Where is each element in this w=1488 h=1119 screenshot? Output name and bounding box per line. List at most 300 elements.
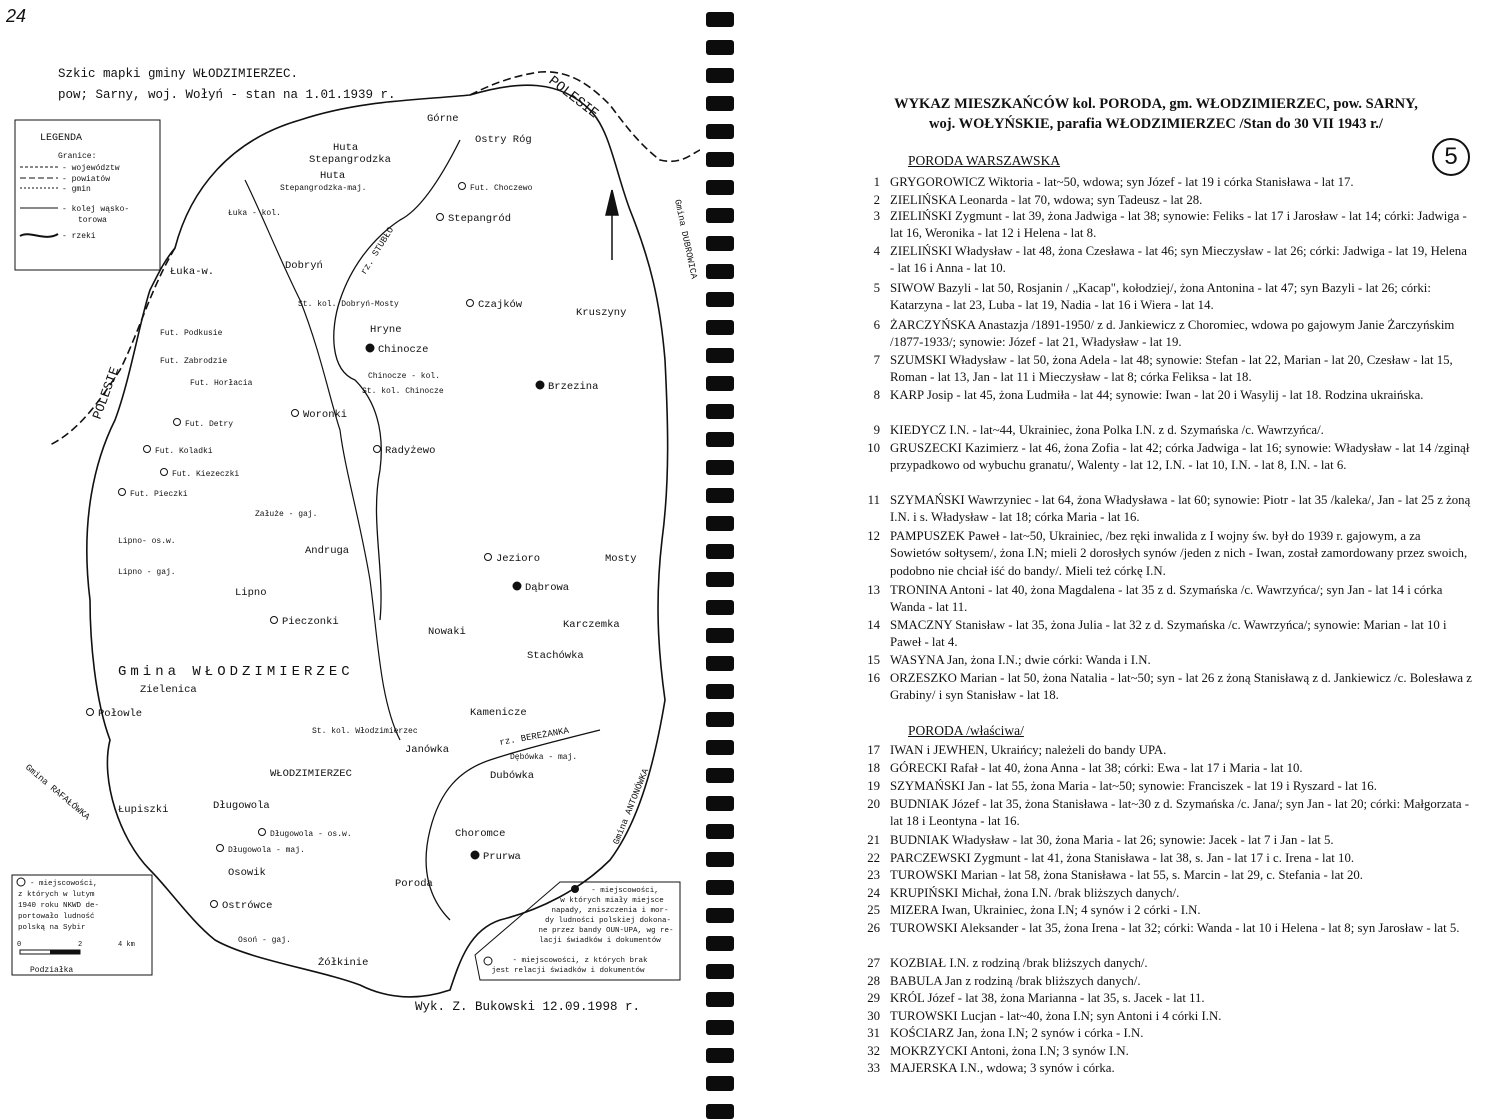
svg-text:WŁODZIMIERZEC: WŁODZIMIERZEC	[270, 768, 352, 780]
resident-entry	[852, 192, 1472, 209]
map-place	[174, 419, 234, 430]
resident-entry	[852, 617, 1472, 652]
svg-text:Janówka: Janówka	[405, 744, 450, 756]
binding-ring	[706, 180, 734, 195]
map-place	[170, 266, 214, 278]
entry-text: ŻARCZYŃSKA Anastazja /1891-1950/ z d. Jankiewicz z Choromiec, wdowa po gajowym Janie Żarczyńskim /1877-1933/; synowie: Józef - lat 21, Władysław - lat 19.	[890, 318, 1455, 350]
svg-text:- miejscowości,: - miejscowości,	[30, 880, 98, 888]
binding-ring	[706, 544, 734, 559]
attack-note	[491, 887, 673, 975]
entry-number: 27	[867, 956, 880, 970]
map-place	[305, 545, 349, 557]
svg-text:Ostry Róg: Ostry Róg	[475, 134, 532, 146]
binding-ring	[706, 432, 734, 447]
entry-number: 19	[867, 779, 880, 793]
map-place	[455, 828, 505, 840]
svg-text:Huta: Huta	[333, 142, 359, 154]
binding-ring	[706, 908, 734, 923]
entry-number: 15	[867, 653, 880, 667]
svg-text:- powiatów: - powiatów	[62, 175, 111, 184]
svg-text:- miejscowości, z których brak: - miejscowości, z których brak	[512, 957, 648, 965]
svg-text:Stepangród: Stepangród	[448, 213, 512, 225]
binding-ring	[706, 40, 734, 55]
map-place	[459, 183, 533, 194]
svg-text:- województw: - województw	[62, 164, 120, 173]
binding-ring	[706, 740, 734, 755]
entry-text: WASYNA Jan, żona I.N.; dwie córki: Wanda i I.N.	[890, 653, 1151, 667]
map-place	[320, 170, 345, 182]
resident-entry	[852, 796, 1472, 831]
entry-number: 31	[867, 1026, 880, 1040]
entry-number: 28	[867, 974, 880, 988]
svg-text:Pieczonki: Pieczonki	[282, 616, 339, 628]
resident-entry	[852, 422, 1472, 439]
map-place	[576, 307, 626, 319]
svg-text:Chinocze: Chinocze	[378, 344, 429, 356]
map-place	[228, 209, 281, 218]
resident-entry	[852, 867, 1472, 884]
entry-text: KOZBIAŁ I.N. z rodziną /brak bliższych danych/.	[890, 956, 1148, 970]
entry-text: PAMPUSZEK Paweł - lat~50, Ukrainiec, /bez ręki inwalida z I wojny św. był do 1939 r. gajowym, a za Sowietów sołtysem/, żona I.N; mieli 2 dorosłych synów /jeden z nich - Iwan, został zamordowany przez swoich, podobno nie chciał iść do bandy/. Mieli też córkę I.N.	[890, 529, 1468, 578]
entry-number: 5	[873, 281, 880, 295]
entry-text: KOŚCIARZ Jan, żona I.N; 2 synów i córka - I.N.	[890, 1026, 1144, 1040]
map-place	[211, 900, 273, 912]
entry-number: 17	[867, 743, 880, 757]
entry-number: 3	[873, 209, 880, 223]
map-place	[271, 616, 339, 628]
map-place	[536, 381, 598, 393]
binding-ring	[706, 96, 734, 111]
svg-text:Poroda: Poroda	[395, 878, 433, 890]
entry-text: BABULA Jan z rodziną /brak bliższych danych/.	[890, 974, 1141, 988]
svg-text:Hryne: Hryne	[370, 324, 402, 336]
svg-text:Łuka-w.: Łuka-w.	[170, 266, 215, 278]
map-place	[605, 553, 637, 565]
map-place	[471, 851, 521, 863]
gmina-dubrowica-label: Gmina DUBROWICA	[672, 198, 699, 280]
map-place	[370, 324, 402, 336]
resident-entry	[852, 902, 1472, 919]
resident-entry	[852, 742, 1472, 759]
map-place	[285, 260, 323, 272]
map-place	[318, 956, 368, 969]
svg-text:torowa: torowa	[78, 216, 107, 225]
resident-entry	[852, 670, 1472, 705]
entry-number: 23	[867, 868, 880, 882]
entry-number: 33	[867, 1061, 880, 1075]
entry-number: 29	[867, 991, 880, 1005]
resident-entry	[852, 174, 1472, 191]
map-place	[161, 469, 240, 480]
map-place	[217, 845, 305, 856]
svg-text:Chinocze - kol.: Chinocze - kol.	[368, 372, 441, 381]
svg-text:Podziałka: Podziałka	[30, 966, 74, 975]
svg-text:Łupiszki: Łupiszki	[118, 804, 169, 816]
resident-entry	[852, 352, 1472, 387]
svg-text:- rzeki: - rzeki	[62, 232, 96, 241]
entry-number: 8	[873, 388, 880, 402]
map-place	[527, 650, 584, 662]
binding-ring	[706, 796, 734, 811]
region-polesie-left: POLESIE	[89, 364, 123, 422]
entry-text: GRYGOROWICZ Wiktoria - lat~50, wdowa; syn Józef - lat 19 i córka Stanisława - lat 17.	[890, 175, 1354, 189]
map-place	[118, 804, 168, 816]
svg-text:Brzezina: Brzezina	[548, 381, 599, 393]
svg-text:Fut. Kiezeczki: Fut. Kiezeczki	[172, 470, 240, 479]
svg-text:Osowik: Osowik	[228, 867, 266, 879]
entry-number: 1	[873, 175, 880, 189]
binding-ring	[706, 264, 734, 279]
svg-text:Jezioro: Jezioro	[496, 553, 541, 565]
resident-entry	[852, 973, 1472, 990]
svg-text:Stachówka: Stachówka	[527, 650, 584, 662]
resident-entry	[852, 920, 1472, 937]
entry-number: 18	[867, 761, 880, 775]
map-title-line1: Szkic mapki gminy WŁODZIMIERZEC.	[58, 67, 299, 81]
gmina-antonowka-label: Gmina ANTONÓWKA	[611, 767, 652, 847]
region-polesie: POLESIE	[544, 73, 602, 123]
resident-entry	[852, 850, 1472, 867]
svg-text:Choromce: Choromce	[455, 828, 506, 840]
svg-text:Osoń - gaj.: Osoń - gaj.	[238, 936, 291, 945]
binding-ring	[706, 292, 734, 307]
entry-text: MOKRZYCKI Antoni, żona I.N; 3 synów I.N.	[890, 1044, 1129, 1058]
svg-text:Długowola - maj.: Długowola - maj.	[228, 846, 305, 855]
binding-ring	[706, 488, 734, 503]
entry-text: MIZERA Iwan, Ukrainiec, żona I.N; 4 synów i 2 córki - I.N.	[890, 903, 1201, 917]
svg-text:Zielenica: Zielenica	[140, 684, 197, 696]
map-place	[213, 800, 270, 812]
entry-text: IWAN i JEWHEN, Ukraińcy; należeli do bandy UPA.	[890, 743, 1167, 757]
spiral-binding	[706, 0, 736, 1115]
gmina-rafalowka-label: Gmina RAFAŁÓWKA	[23, 762, 92, 823]
resident-entry	[852, 778, 1472, 795]
svg-text:Granice:: Granice:	[58, 152, 97, 161]
entry-number: 32	[867, 1044, 880, 1058]
map-place	[280, 184, 366, 193]
entry-text: SMACZNY Stanisław - lat 35, żona Julia - lat 32 z d. Szymańska /c. Wawrzyńca/; synowie: Marian - lat 10 i Paweł - lat 4.	[890, 618, 1447, 650]
svg-text:Dąbrowa: Dąbrowa	[525, 582, 570, 594]
resident-entry	[852, 582, 1472, 617]
map-place	[87, 708, 143, 720]
svg-text:2: 2	[78, 941, 83, 949]
map-place	[292, 409, 348, 421]
map-place	[428, 626, 466, 638]
map-place	[467, 299, 523, 311]
svg-text:lacji świadków i dokumentów: lacji świadków i dokumentów	[539, 937, 661, 945]
svg-text:Lipno: Lipno	[235, 587, 267, 599]
svg-text:Lipno- os.w.: Lipno- os.w.	[118, 537, 176, 546]
entry-text: GÓRECKI Rafał - lat 40, żona Anna - lat 38; córki: Ewa - lat 17 i Maria - lat 10.	[890, 761, 1303, 775]
entry-text: SZYMAŃSKI Jan - lat 55, żona Maria - lat~50; synowie: Franciszek - lat 19 i Ryszard - lat 16.	[890, 779, 1377, 793]
entry-text: KRUPIŃSKI Michał, żona I.N. /brak bliższych danych/.	[890, 886, 1180, 900]
binding-ring	[706, 208, 734, 223]
river-berezanka-label: rz. BEREŻANKA	[498, 725, 570, 748]
map-place	[238, 936, 291, 945]
entry-text: BUDNIAK Józef - lat 35, żona Stanisława - lat~30 z d. Szymańska /c. Jana/; syn Jan - lat 20; córki: Małgorzata - lat 18 i Leontyna - lat 16.	[890, 797, 1470, 829]
legend-items	[58, 152, 129, 241]
entry-text: TUROWSKI Aleksander - lat 35, żona Irena - lat 32; córki: Wanda - lat 10 i Helena - lat 8; syn Jarosław - lat 5.	[890, 921, 1460, 935]
svg-text:- gmin: - gmin	[62, 185, 91, 194]
svg-text:- miejscowości,: - miejscowości,	[591, 887, 659, 895]
entry-number: 26	[867, 921, 880, 935]
resident-entry	[852, 208, 1472, 243]
svg-text:4 km: 4 km	[118, 941, 135, 949]
map-place	[470, 707, 527, 719]
map-place	[228, 867, 266, 879]
map-place	[119, 489, 188, 500]
entry-text: SZYMAŃSKI Wawrzyniec - lat 64, żona Władysława - lat 60; synowie: Piotr - lat 35 /kaleka/, Jan - lat 25 z żoną I.N. i s. Władysław - lat 18; córka Maria - lat 16.	[890, 493, 1471, 525]
svg-text:ne przez bandy OUN-UPA, wg re-: ne przez bandy OUN-UPA, wg re-	[538, 927, 674, 935]
svg-text:Dębówka - maj.: Dębówka - maj.	[510, 753, 578, 762]
map-place	[513, 582, 569, 594]
page-number: 24	[6, 6, 27, 26]
binding-ring	[706, 656, 734, 671]
svg-text:- kolej wąsko-: - kolej wąsko-	[62, 205, 130, 214]
map-place	[312, 727, 418, 736]
map-place	[270, 768, 352, 780]
map-place	[333, 142, 358, 154]
entry-number: 14	[867, 618, 880, 632]
binding-ring	[706, 600, 734, 615]
entry-text: ZIELIŃSKI Władysław - lat 48, żona Czesława - lat 46; syn Mieczysław - lat 26; córki: Jadwiga - lat 19, Helena - lat 16 i Anna - lat 10.	[890, 244, 1467, 276]
entry-text: PARCZEWSKI Zygmunt - lat 41, żona Stanisława - lat 38, s. Jan - lat 17 i c. Irena - lat 10.	[890, 851, 1355, 865]
binding-ring	[706, 1104, 734, 1119]
binding-ring	[706, 124, 734, 139]
entry-number: 13	[867, 583, 880, 597]
map-place	[563, 619, 620, 631]
entry-text: KARP Josip - lat 45, żona Ludmiła - lat 44; synowie: Iwan - lat 20 i Wasylij - lat 18. Rodzina ukraińska.	[890, 388, 1424, 402]
entry-text: BUDNIAK Władysław - lat 30, żona Maria - lat 26; synowie: Jacek - lat 7 i Jan - lat 5.	[890, 833, 1334, 847]
map-place	[140, 684, 197, 696]
gmina-map	[0, 0, 700, 1115]
svg-text:Czajków: Czajków	[478, 299, 523, 311]
svg-text:Fut. Detry: Fut. Detry	[185, 420, 234, 429]
svg-text:w których miały miejsce: w których miały miejsce	[560, 897, 664, 905]
section-title-warszawska: PORODA WARSZAWSKA	[908, 153, 1061, 168]
resident-entry	[852, 1043, 1472, 1060]
svg-text:Długowola: Długowola	[213, 800, 270, 812]
binding-ring	[706, 992, 734, 1007]
entry-number: 10	[867, 441, 880, 455]
svg-text:Mosty: Mosty	[605, 553, 637, 565]
entry-number: 2	[873, 193, 880, 207]
svg-text:Fut. Podkusie: Fut. Podkusie	[160, 329, 223, 338]
map-place	[118, 537, 176, 546]
river-stublo-label: rz. STUBŁO	[359, 225, 397, 277]
resident-entry	[852, 652, 1472, 669]
svg-text:napady, zniszczenia i mor-: napady, zniszczenia i mor-	[551, 907, 669, 915]
resident-entry	[852, 990, 1472, 1007]
entry-number: 20	[867, 797, 880, 811]
entry-text: ORZESZKO Marian - lat 50, żona Natalia - lat~50; syn - lat 26 z żoną Stanisławą z d. Jankiewicz /c. Bolesława z Grabiny/ i syn Stanisław - lat 18.	[890, 671, 1472, 703]
entry-text: GRUSZECKI Kazimierz - lat 46, żona Zofia - lat 42; córka Jadwiga - lat 16; synowie: Władysław - lat 14 /zginął przypadkowo od wybuchu granatu/, Walenty - lat 12, I.N. - lat 10, I.N. - lat 8, I.N. - lat 6.	[890, 441, 1470, 473]
svg-text:Radyżewo: Radyżewo	[385, 445, 436, 457]
resident-entry	[852, 832, 1472, 849]
binding-ring	[706, 320, 734, 335]
map-place	[235, 587, 267, 599]
gmina-label: Gmina WŁODZIMIERZEC	[118, 664, 354, 680]
svg-text:Lipno - gaj.: Lipno - gaj.	[118, 568, 176, 577]
entry-text: ZIELIŃSKA Leonarda - lat 70, wdowa; syn Tadeusz - lat 28.	[890, 193, 1203, 207]
map-place	[259, 829, 352, 840]
binding-ring	[706, 880, 734, 895]
svg-text:Dobryń: Dobryń	[285, 260, 323, 272]
map-place	[190, 379, 253, 388]
svg-text:0: 0	[17, 941, 22, 949]
map-place	[118, 568, 176, 577]
svg-text:Dubówka: Dubówka	[490, 770, 535, 782]
resident-entry	[852, 528, 1472, 580]
svg-text:Łuka - kol.: Łuka - kol.	[228, 209, 281, 218]
binding-ring	[706, 712, 734, 727]
binding-ring	[706, 1076, 734, 1091]
svg-text:St. kol. Włodzimierzec: St. kol. Włodzimierzec	[312, 727, 418, 736]
binding-ring	[706, 628, 734, 643]
svg-text:Długowola - os.w.: Długowola - os.w.	[270, 830, 352, 839]
svg-text:St. kol. Chinocze: St. kol. Chinocze	[362, 387, 444, 396]
entry-number: 21	[867, 833, 880, 847]
entry-number: 7	[873, 353, 880, 367]
binding-ring	[706, 684, 734, 699]
svg-text:Załuże - gaj.: Załuże - gaj.	[255, 510, 318, 519]
svg-text:Górne: Górne	[427, 113, 459, 125]
circle-number: 5	[1432, 138, 1470, 176]
map-place	[309, 154, 391, 166]
entry-number: 25	[867, 903, 880, 917]
map-place	[485, 553, 541, 565]
scale-bar	[17, 941, 135, 975]
binding-ring	[706, 348, 734, 363]
svg-text:Kamenicze: Kamenicze	[470, 707, 527, 719]
resident-entry	[852, 955, 1472, 972]
resident-entry	[852, 885, 1472, 902]
svg-text:Fut. Zabrodzie: Fut. Zabrodzie	[160, 357, 228, 366]
section-title-wlasciwa: PORODA /właściwa/	[908, 723, 1024, 738]
binding-ring	[706, 460, 734, 475]
entry-number: 16	[867, 671, 880, 685]
entry-number: 9	[873, 423, 880, 437]
binding-ring	[706, 404, 734, 419]
binding-ring	[706, 1048, 734, 1063]
svg-text:Prurwa: Prurwa	[483, 851, 521, 863]
map-title-line2: pow; Sarny, woj. Wołyń - stan na 1.01.1939 r.	[58, 88, 396, 102]
binding-ring	[706, 768, 734, 783]
deportation-note	[18, 880, 99, 932]
binding-ring	[706, 236, 734, 251]
entry-number: 30	[867, 1009, 880, 1023]
legend-box	[15, 120, 160, 270]
map-place	[475, 134, 532, 146]
svg-text:St. kol. Dobryń-Mosty: St. kol. Dobryń-Mosty	[298, 300, 399, 309]
entry-number: 11	[867, 493, 880, 507]
svg-text:Stepangrodzka: Stepangrodzka	[309, 154, 391, 166]
resident-entry	[852, 440, 1472, 475]
svg-text:Żółkinie: Żółkinie	[318, 957, 369, 969]
resident-entry	[852, 1025, 1472, 1042]
entry-text: TRONINA Antoni - lat 40, żona Magdalena - lat 35 z d. Szymańska /c. Wawrzyńca/; syn Jan - lat 14 i córka Wanda - lat 11.	[890, 583, 1443, 615]
map-place	[374, 445, 436, 457]
north-arrow-icon	[606, 190, 618, 260]
svg-text:Andruga: Andruga	[305, 545, 350, 557]
svg-text:Połowle: Połowle	[98, 708, 143, 720]
svg-text:Karczemka: Karczemka	[563, 619, 620, 631]
svg-text:Nowaki: Nowaki	[428, 626, 466, 638]
binding-ring	[706, 572, 734, 587]
binding-ring	[706, 964, 734, 979]
map-place	[160, 329, 223, 338]
svg-text:Kruszyny: Kruszyny	[576, 307, 627, 319]
document	[836, 94, 1476, 134]
svg-text:dy ludności polskiej dokona-: dy ludności polskiej dokona-	[544, 917, 672, 925]
entry-text: ZIELIŃSKI Zygmunt - lat 39, żona Jadwiga - lat 38; synowie: Feliks - lat 17 i Jarosław - lat 14; córki: Jadwiga - lat 16, Weronika - lat 12 i Helena - lat 8.	[890, 209, 1467, 241]
binding-ring	[706, 824, 734, 839]
map-place	[362, 387, 444, 396]
entry-text: KRÓL Józef - lat 38, żona Marianna - lat 35, s. Jacek - lat 11.	[890, 991, 1205, 1005]
map-signature: Wyk. Z. Bukowski 12.09.1998 r.	[415, 1000, 641, 1014]
map-place	[366, 344, 428, 356]
map-place	[510, 753, 577, 762]
resident-entry	[852, 280, 1472, 315]
map-place	[368, 372, 440, 381]
map-place	[427, 113, 459, 125]
map-place	[298, 300, 399, 309]
resident-entry	[852, 1008, 1472, 1025]
entry-text: MAJERSKA I.N., wdowa; 3 synów i córka.	[890, 1061, 1115, 1075]
svg-text:Woronki: Woronki	[303, 409, 348, 421]
entry-text: TUROWSKI Marian - lat 58, żona Stanisława - lat 55, s. Marcin - lat 29, c. Stefania - lat 20.	[890, 868, 1364, 882]
binding-ring	[706, 152, 734, 167]
resident-entry	[852, 1060, 1472, 1077]
entry-number: 6	[873, 318, 880, 332]
doc-title-line1: WYKAZ MIESZKAŃCÓW kol. PORODA, gm. WŁODZIMIERZEC, pow. SARNY,	[894, 96, 1418, 112]
binding-ring	[706, 936, 734, 951]
svg-text:Huta: Huta	[320, 170, 346, 182]
entry-number: 12	[867, 529, 880, 543]
map-place	[490, 770, 534, 782]
entry-text: KIEDYCZ I.N. - lat~44, Ukrainiec, żona Polka I.N. z d. Szymańska /c. Wawrzyńca/.	[890, 423, 1324, 437]
svg-text:1940 roku NKWD de-: 1940 roku NKWD de-	[18, 902, 100, 910]
binding-ring	[706, 376, 734, 391]
entry-text: TUROWSKI Lucjan - lat~40, żona I.N; syn Antoni i 4 córki I.N.	[890, 1009, 1222, 1023]
binding-ring	[706, 852, 734, 867]
legend-title: LEGENDA	[40, 133, 83, 144]
binding-ring	[706, 68, 734, 83]
resident-entry	[852, 243, 1472, 278]
svg-text:Fut. Horłacia: Fut. Horłacia	[190, 379, 253, 388]
binding-ring	[706, 1020, 734, 1035]
svg-text:Fut. Choczewo: Fut. Choczewo	[470, 184, 533, 193]
entry-number: 4	[873, 244, 880, 258]
svg-text:Ostrówce: Ostrówce	[222, 900, 273, 912]
binding-ring	[706, 516, 734, 531]
resident-entry	[852, 387, 1472, 404]
map-place	[395, 878, 433, 890]
resident-entry	[852, 760, 1472, 777]
resident-entry	[852, 317, 1472, 352]
svg-text:portowało ludność: portowało ludność	[18, 913, 95, 921]
entry-text: SIWOW Bazyli - lat 50, Rosjanin / „Kacap", kołodziej/, żona Antonina - lat 47; syn Bazyli - lat 26; córki: Katarzyna - lat 23, Luba - lat 19, Nadia - lat 16 i Wiera - lat 14.	[890, 281, 1431, 313]
map-place	[437, 213, 512, 225]
map-place	[255, 510, 317, 519]
resident-entry	[852, 492, 1472, 527]
entry-number: 22	[867, 851, 880, 865]
entry-text: SZUMSKI Władysław - lat 50, żona Adela - lat 48; synowie: Stefan - lat 22, Marian - lat 20, Czesław - lat 15, Roman - lat 13, Jan - lat 11 i Mieczysław - lat 8; córka Feliksa - lat 18.	[890, 353, 1453, 385]
svg-text:jest relacji świadków i dokume: jest relacji świadków i dokumentów	[491, 967, 645, 975]
binding-ring	[706, 12, 734, 27]
svg-text:polską na Sybir: polską na Sybir	[18, 924, 86, 932]
svg-text:Fut. Koladki: Fut. Koladki	[155, 447, 213, 456]
